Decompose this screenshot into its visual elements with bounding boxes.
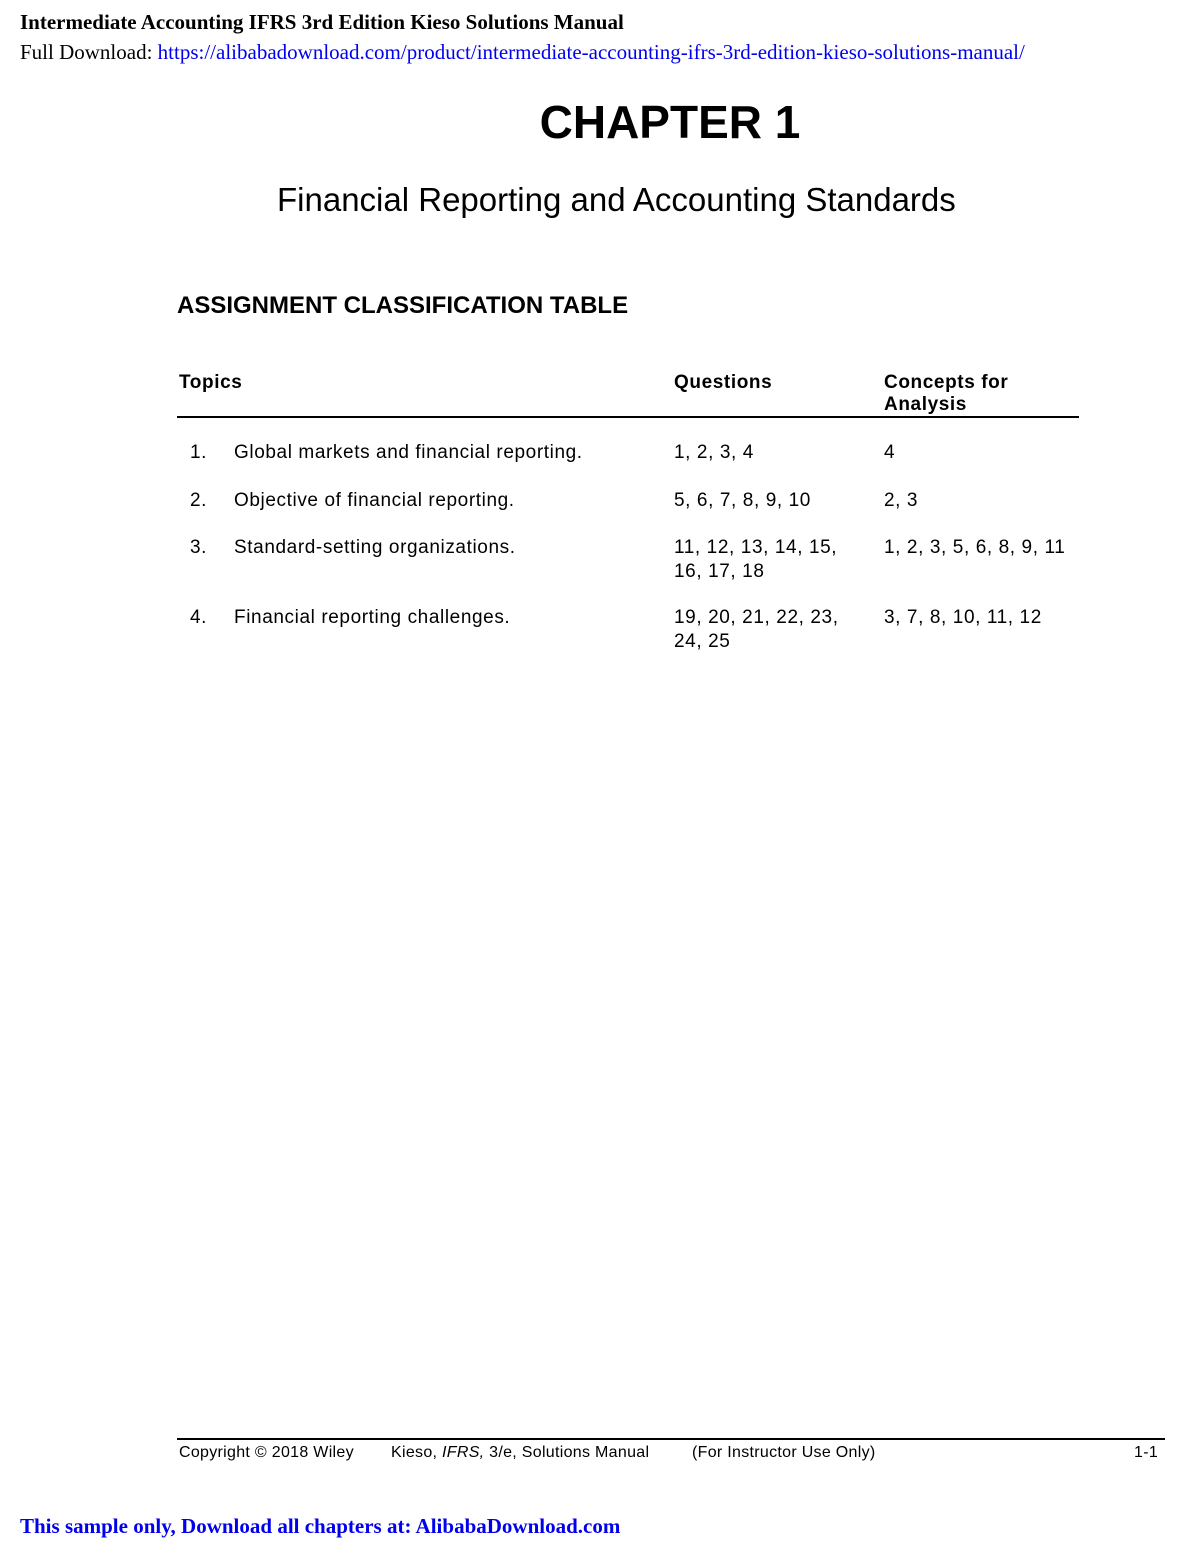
row-number: 2.	[190, 490, 208, 511]
row-topic: Standard-setting organizations.	[234, 537, 516, 558]
chapter-number: CHAPTER 1	[539, 96, 801, 148]
footer-manual-prefix: Kieso,	[391, 1444, 443, 1461]
row-questions: 5, 6, 7, 8, 9, 10	[674, 490, 811, 511]
row-concepts: 3, 7, 8, 10, 11, 12	[884, 607, 1042, 628]
row-questions: 11, 12, 13, 14, 15, 16, 17, 18	[674, 537, 838, 582]
table-title: ASSIGNMENT CLASSIFICATION TABLE	[177, 292, 629, 319]
row-concepts: 1, 2, 3, 5, 6, 8, 9, 11	[884, 537, 1066, 558]
page-number: 1-1	[1134, 1444, 1159, 1461]
download-label: Full Download:	[20, 40, 158, 64]
sample-download-note[interactable]: This sample only, Download all chapters at: AlibabaDownload.com	[20, 1514, 621, 1538]
row-number: 4.	[190, 607, 208, 628]
document-header-title: Intermediate Accounting IFRS 3rd Edition Kieso Solutions Manual	[20, 10, 624, 34]
download-link[interactable]: https://alibabadownload.com/product/intermediate-accounting-ifrs-3rd-edition-kieso-solutions-manual/	[157, 40, 1025, 64]
column-header-concepts: Concepts for Analysis	[884, 372, 1009, 415]
column-header-questions: Questions	[674, 372, 773, 393]
footer-instructor-note: (For Instructor Use Only)	[692, 1444, 876, 1461]
download-line	[20, 40, 1025, 65]
footer-manual	[391, 1444, 649, 1462]
footer-manual-suffix: 3/e, Solutions Manual	[484, 1444, 650, 1461]
row-concepts: 4	[884, 442, 896, 463]
footer-copyright: Copyright © 2018 Wiley	[179, 1444, 354, 1461]
row-topic: Objective of financial reporting.	[234, 490, 515, 511]
row-concepts: 2, 3	[884, 490, 919, 511]
row-topic: Financial reporting challenges.	[234, 607, 511, 628]
row-questions: 19, 20, 21, 22, 23, 24, 25	[674, 607, 839, 652]
row-number: 3.	[190, 537, 208, 558]
row-questions: 1, 2, 3, 4	[674, 442, 754, 463]
footer-manual-italic: IFRS,	[442, 1444, 485, 1461]
header-divider	[177, 416, 1079, 418]
row-number: 1.	[190, 442, 208, 463]
chapter-title: Financial Reporting and Accounting Standards	[277, 181, 956, 218]
column-header-topics: Topics	[179, 372, 243, 393]
row-topic: Global markets and financial reporting.	[234, 442, 583, 463]
footer-divider	[177, 1438, 1165, 1440]
